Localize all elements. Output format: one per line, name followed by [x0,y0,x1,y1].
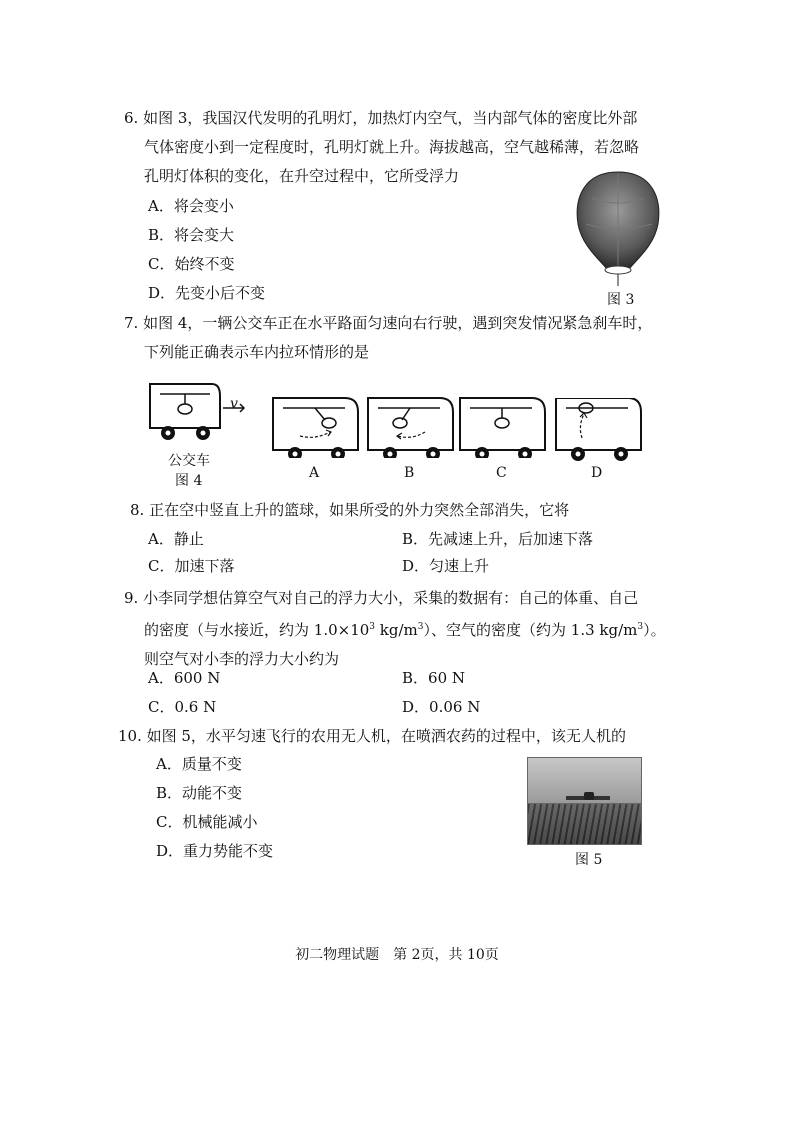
question-6-option-c: C．始终不变 [148,255,235,273]
question-9-option-b: B．60 N [402,669,466,687]
question-9-line-2: 的密度（与水接近，约为 $1.0\times 10^3$ $kg/m^3$）、空气的密度（约为 1.3 $kg/m^3$）。 [144,621,666,639]
choice-d-bus-drawing [552,398,652,462]
choice-d-label: D [591,465,603,481]
question-9-line-1: 9. 小李同学想估算空气对自己的浮力大小，采集的数据有：自己的体重、自己 [124,589,639,607]
question-8-option-a: A．静止 [148,530,204,548]
question-6-option-b: B．将会变大 [148,226,235,244]
question-8-line: 8. 正在空中竖直上升的篮球，如果所受的外力突然全部消失，它将 [130,501,570,519]
question-9 [124,584,666,674]
page-footer: 初二物理试题 第 2页，共 10页 [295,947,499,963]
velocity-label: v [230,396,238,412]
choice-c-bus-drawing [460,398,545,458]
figure-3-caption: 图 3 [607,292,635,308]
question-10-option-a: A．质量不变 [156,755,242,773]
choice-a-label: A [309,465,320,481]
figure-4-bus-diagrams [140,378,560,458]
bus-label: 公交车 [168,453,210,469]
question-7-line-1: 7. 如图 4，一辆公交车正在水平路面匀速向右行驶，遇到突发情况紧急刹车时， [124,314,653,332]
question-6-line-3: 孔明灯体积的变化，在升空过程中，它所受浮力 [144,167,460,185]
question-8 [130,496,569,525]
question-9-option-a: A．600 N [148,669,221,687]
question-9-option-d: D．0.06 N [402,698,481,716]
question-9-option-c: C．0.6 N [148,698,217,716]
question-10 [118,722,626,751]
question-6-line-2: 气体密度小到一定程度时，孔明灯就上升。海拔越高，空气越稀薄，若忽略 [144,138,640,156]
question-8-option-c: C．加速下落 [148,557,235,575]
question-10-option-c: C．机械能减小 [156,813,258,831]
question-9-line-3: 则空气对小李的浮力大小约为 [144,650,340,668]
choice-b-bus-drawing [368,398,453,458]
kongming-lantern-image [572,168,664,290]
choice-a-bus-drawing [273,398,358,458]
figure-4-caption: 图 4 [175,473,203,489]
question-8-option-b: B．先减速上升，后加速下落 [402,530,594,548]
question-7-line-2: 下列能正确表示车内拉环情形的是 [144,343,370,361]
question-6-option-d: D．先变小后不变 [148,284,266,302]
question-10-line: 10. 如图 5，水平匀速飞行的农用无人机，在喷洒农药的过程中，该无人机的 [118,727,626,745]
question-10-option-b: B．动能不变 [156,784,243,802]
figure-5-caption: 图 5 [575,852,603,868]
question-6-option-a: A．将会变小 [148,197,234,215]
choice-b-label: B [404,465,415,481]
question-7 [124,309,652,367]
agricultural-drone-photo [527,757,642,845]
question-6-line-1: 6. 如图 3，我国汉代发明的孔明灯，加热灯内空气，当内部气体的密度比外部 [124,109,638,127]
question-6 [124,104,639,191]
question-10-option-d: D．重力势能不变 [156,842,274,860]
choice-c-label: C [496,465,507,481]
question-8-option-d: D．匀速上升 [402,557,490,575]
